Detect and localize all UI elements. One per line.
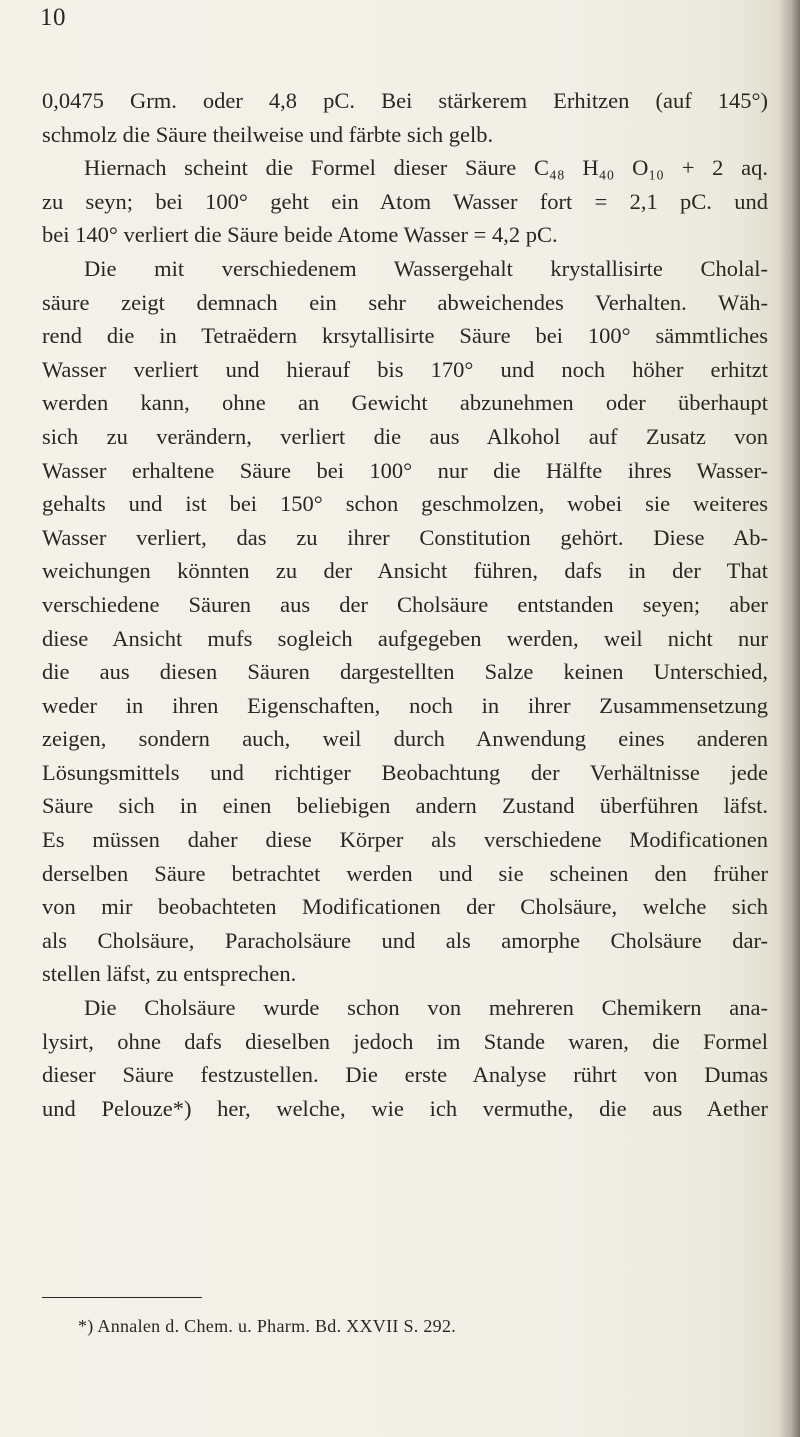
text-line: Wasser verliert, das zu ihrer Constitution gehört. Diese Ab- [42, 524, 768, 550]
text-line: diese Ansicht mufs sogleich aufgegeben werden, weil nicht nur [42, 625, 768, 651]
text-line: zeigen, sondern auch, weil durch Anwendung eines anderen [42, 726, 768, 752]
text-line: säure zeigt demnach ein sehr abweichendes Verhalten. Wäh- [42, 289, 768, 315]
footnote: *) Annalen d. Chem. u. Pharm. Bd. XXVII S. 292. [78, 1316, 457, 1336]
text-line: von mir beobachteten Modificationen der Cholsäure, welche sich [42, 894, 768, 920]
body-text [42, 84, 768, 1125]
text-line: schmolz die Säure theilweise und färbte sich gelb. [42, 121, 494, 147]
text-line: Wasser erhaltene Säure bei 100° nur die Hälfte ihres Wasser- [42, 457, 768, 483]
text-line: Hiernach scheint die Formel dieser Säure C₄₈ H₄₀ O₁₀ + 2 aq. [84, 155, 768, 181]
text-line: als Cholsäure, Paracholsäure und als amorphe Cholsäure dar- [42, 927, 768, 953]
text-line: werden kann, ohne an Gewicht abzunehmen oder überhaupt [42, 390, 768, 416]
text-line: rend die in Tetraëdern krsytallisirte Säure bei 100° sämmtliches [42, 323, 768, 349]
text-line: zu seyn; bei 100° geht ein Atom Wasser fort = 2,1 pC. und [42, 188, 768, 214]
text-line: dieser Säure festzustellen. Die erste Analyse rührt von Dumas [42, 1062, 768, 1088]
text-line: weder in ihren Eigenschaften, noch in ihrer Zusammensetzung [42, 692, 768, 718]
text-line: sich zu verändern, verliert die aus Alkohol auf Zusatz von [42, 423, 768, 449]
text-line: die aus diesen Säuren dargestellten Salze keinen Unterschied, [42, 659, 768, 685]
text-line: bei 140° verliert die Säure beide Atome Wasser = 4,2 pC. [42, 222, 558, 248]
text-line: verschiedene Säuren aus der Cholsäure entstanden seyen; aber [42, 591, 768, 617]
text-line: Die Cholsäure wurde schon von mehreren Chemikern ana- [84, 995, 768, 1021]
text-line: 0,0475 Grm. oder 4,8 pC. Bei stärkerem Erhitzen (auf 145°) [42, 88, 768, 113]
text-line: derselben Säure betrachtet werden und sie scheinen den früher [42, 860, 768, 886]
text-line: Die mit verschiedenem Wassergehalt krystallisirte Cholal- [84, 255, 768, 281]
text-line: Es müssen daher diese Körper als verschiedene Modificationen [42, 827, 768, 853]
text-line: lysirt, ohne dafs dieselben jedoch im Stande waren, die Formel [42, 1028, 768, 1054]
text-line: und Pelouze*) her, welche, wie ich vermuthe, die aus Aether [42, 1095, 768, 1121]
text-line: Säure sich in einen beliebigen andern Zustand überführen läfst. [42, 793, 768, 819]
text-line: Wasser verliert und hierauf bis 170° und noch höher erhitzt [42, 356, 768, 382]
text-line: stellen läfst, zu entsprechen. [42, 961, 297, 987]
text-line: gehalts und ist bei 150° schon geschmolzen, wobei sie weiteres [42, 491, 768, 517]
page-edge-shadow [778, 0, 800, 1437]
page-number: 10 [40, 4, 66, 31]
footnote-rule [42, 1297, 202, 1298]
text-line: Lösungsmittels und richtiger Beobachtung der Verhältnisse jede [42, 759, 768, 785]
text-line: weichungen könnten zu der Ansicht führen, dafs in der That [42, 558, 768, 584]
